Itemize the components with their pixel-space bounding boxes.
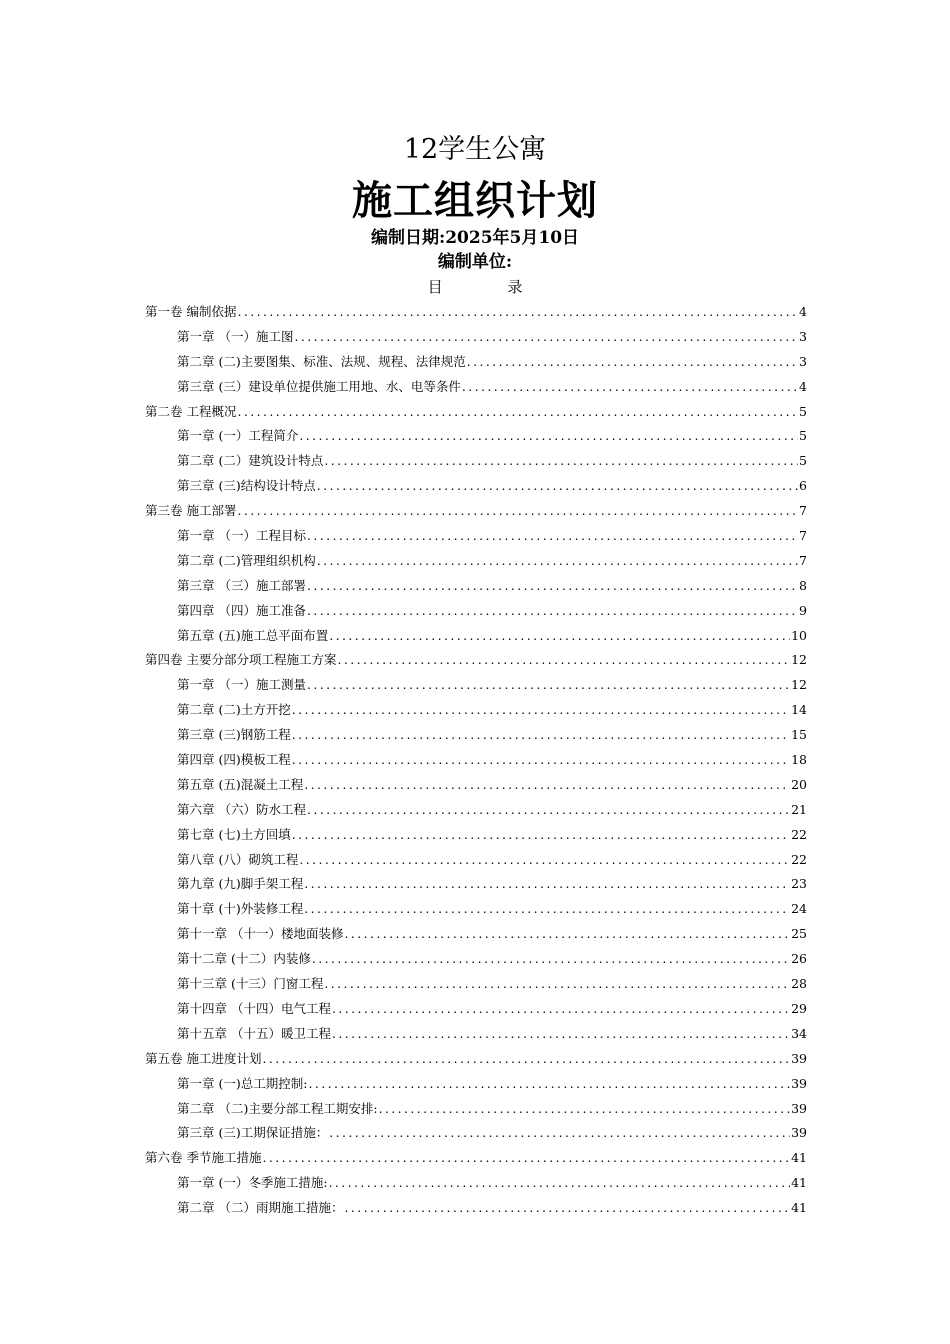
toc-page-number: 41 [791,1150,807,1166]
toc-volume-entry[interactable] [145,1146,807,1171]
toc-entry-label: 第三章 (三）建设单位提供施工用地、水、电等条件 [177,378,461,394]
toc-page-number: 14 [791,702,807,718]
toc-dot-leader [324,972,790,997]
toc-chapter-entry[interactable] [145,474,807,499]
toc-dot-leader [307,574,798,599]
toc-dot-leader [462,375,798,400]
toc-chapter-entry[interactable] [145,798,807,823]
toc-entry-label: 第二章 (二）建筑设计特点 [177,453,324,469]
toc-page-number: 8 [799,577,807,593]
toc-entry-label: 第四章 (四)模板工程 [177,752,291,768]
toc-dot-leader [467,350,798,375]
toc-page-number: 39 [791,1075,807,1091]
toc-entry-label: 第一章 (一）冬季施工措施: [177,1175,328,1191]
toc-chapter-entry[interactable] [145,1196,807,1221]
toc-dot-leader [292,723,790,748]
toc-volume-entry[interactable] [145,1047,807,1072]
toc-chapter-entry[interactable] [145,375,807,400]
toc-page-number: 28 [791,976,807,992]
toc-entry-label: 第六卷 季节施工措施 [145,1150,262,1166]
toc-chapter-entry[interactable] [145,673,807,698]
toc-heading: 目 录 [427,278,553,296]
toc-dot-leader [329,1171,791,1196]
toc-page-number: 4 [799,378,807,394]
toc-page-number: 12 [791,677,807,693]
toc-dot-leader [304,773,790,798]
toc-chapter-entry[interactable] [145,424,807,449]
document-subtitle: 12学生公寓 [403,134,547,165]
toc-entry-label: 第十五章 （十五）暖卫工程 [177,1025,331,1041]
toc-chapter-entry[interactable] [145,1072,807,1097]
toc-entry-label: 第三卷 施工部署 [145,503,237,519]
toc-chapter-entry[interactable] [145,872,807,897]
document-title: 施工组织计划 [352,177,598,224]
toc-dot-leader [307,524,798,549]
toc-chapter-entry[interactable] [145,1171,807,1196]
toc-dot-leader [337,648,790,673]
toc-chapter-entry[interactable] [145,1121,807,1146]
toc-chapter-entry[interactable] [145,823,807,848]
toc-dot-leader [304,872,790,897]
toc-dot-leader [312,947,790,972]
toc-chapter-entry[interactable] [145,848,807,873]
toc-dot-leader [262,1047,790,1072]
toc-dot-leader [304,897,790,922]
toc-chapter-entry[interactable] [145,599,807,624]
toc-chapter-entry[interactable] [145,549,807,574]
toc-entry-label: 第一章 (一）工程简介 [177,428,299,444]
toc-entry-label: 第十二章 (十二）内装修 [177,951,311,967]
toc-entry-label: 第一章 (一)总工期控制: [177,1075,308,1091]
toc-page-number: 20 [791,776,807,792]
toc-dot-leader [299,424,798,449]
toc-page-number: 15 [791,727,807,743]
toc-entry-label: 第五卷 施工进度计划 [145,1050,262,1066]
toc-page-number: 7 [799,552,807,568]
toc-chapter-entry[interactable] [145,972,807,997]
toc-dot-leader [307,798,790,823]
toc-dot-leader [307,599,798,624]
toc-chapter-entry[interactable] [145,947,807,972]
toc-page-number: 4 [799,304,807,319]
toc-volume-entry[interactable] [145,648,807,673]
toc-dot-leader [332,997,790,1022]
toc-dot-leader [329,1121,790,1146]
toc-dot-leader [262,1146,790,1171]
toc-chapter-entry[interactable] [145,698,807,723]
toc-page-number: 39 [791,1050,807,1066]
toc-entry-label: 第五章 (五)施工总平面布置 [177,627,329,643]
toc-entry-label: 第一章 （一）施工测量 [177,677,306,693]
toc-page-number: 7 [799,503,807,519]
toc-chapter-entry[interactable] [145,723,807,748]
toc-chapter-entry[interactable] [145,624,807,649]
toc-page-number: 5 [799,453,807,469]
toc-page-number: 39 [791,1125,807,1141]
toc-page-number: 12 [791,652,807,668]
toc-page-number: 23 [791,876,807,892]
toc-entry-label: 第二章 （二)主要分部工程工期安排: [177,1100,378,1116]
toc-entry-label: 第六章 （六）防水工程 [177,801,306,817]
compile-unit: 编制单位: [437,252,513,272]
toc-page-number: 41 [791,1200,807,1216]
toc-entry-label: 第二卷 工程概况 [145,403,237,419]
toc-page-number: 5 [799,428,807,444]
toc-dot-leader [344,922,790,947]
toc-chapter-entry[interactable] [145,997,807,1022]
toc-entry-label: 第八章 (八）砌筑工程 [177,851,299,867]
toc-entry-label: 第三章 (三)工期保证措施： [177,1125,329,1141]
toc-page-number: 3 [799,353,807,369]
toc-dot-leader [308,1072,790,1097]
toc-entry-label: 第七章 (七)土方回填 [177,826,291,842]
toc-page-number: 41 [791,1175,807,1191]
toc-chapter-entry[interactable] [145,524,807,549]
toc-entry-label: 第十三章 (十三）门窗工程 [177,976,324,992]
toc-dot-leader [237,499,798,524]
toc-page-number: 29 [791,1000,807,1016]
toc-chapter-entry[interactable] [145,922,807,947]
toc-dot-leader [299,848,790,873]
toc-entry-label: 第三章 (三)钢筋工程 [177,727,291,743]
toc-chapter-entry[interactable] [145,897,807,922]
toc-page-number: 6 [799,478,807,494]
toc-dot-leader [329,624,790,649]
toc-dot-leader [307,673,790,698]
toc-dot-leader [237,300,798,325]
toc-dot-leader [317,474,798,499]
toc-entry-label: 第五章 (五)混凝土工程 [177,776,304,792]
toc-page-number: 25 [791,926,807,942]
toc-page-number: 34 [791,1025,807,1041]
toc-dot-leader [379,1097,791,1122]
toc-entry-label: 第三章 (三)结构设计特点 [177,478,316,494]
toc-volume-entry[interactable] [145,300,807,325]
toc-dot-leader [332,1022,790,1047]
toc-entry-label: 第二章 (二)主要图集、标准、法规、规程、法律规范 [177,353,466,369]
toc-page-number: 21 [791,801,807,817]
toc-page-number: 5 [799,403,807,419]
toc-entry-label: 第九章 (九)脚手架工程 [177,876,304,892]
toc-page-number: 24 [791,901,807,917]
toc-page-number: 22 [791,851,807,867]
toc-chapter-entry[interactable] [145,1097,807,1122]
toc-chapter-entry[interactable] [145,325,807,350]
table-of-contents [145,300,807,1221]
compile-date: 编制日期:2025年5月10日 [370,228,580,248]
toc-entry-label: 第一章 （一）工程目标 [177,528,306,544]
toc-chapter-entry[interactable] [145,449,807,474]
toc-page-number: 3 [799,328,807,344]
toc-page-number: 10 [791,627,807,643]
toc-dot-leader [292,823,790,848]
toc-dot-leader [324,449,798,474]
toc-entry-label: 第三章 （三）施工部署 [177,577,306,593]
toc-entry-label: 第十四章 （十四）电气工程 [177,1000,331,1016]
toc-entry-label: 第一卷 编制依据 [145,304,237,319]
toc-chapter-entry[interactable] [145,748,807,773]
toc-chapter-entry[interactable] [145,773,807,798]
toc-dot-leader [237,400,798,425]
toc-volume-entry[interactable] [145,400,807,425]
toc-dot-leader [292,698,790,723]
toc-entry-label: 第一章 （一）施工图 [177,328,294,344]
toc-entry-label: 第四卷 主要分部分项工程施工方案 [145,652,337,668]
toc-page-number: 26 [791,951,807,967]
toc-dot-leader [292,748,790,773]
toc-page-number: 22 [791,826,807,842]
toc-page-number: 18 [791,752,807,768]
toc-entry-label: 第二章 (二)土方开挖 [177,702,291,718]
toc-chapter-entry[interactable] [145,574,807,599]
toc-dot-leader [344,1196,790,1221]
toc-entry-label: 第四章 （四）施工准备 [177,602,306,618]
toc-page-number: 7 [799,528,807,544]
toc-dot-leader [294,325,798,350]
toc-entry-label: 第十一章 （十一）楼地面装修 [177,926,344,942]
toc-volume-entry[interactable] [145,499,807,524]
toc-chapter-entry[interactable] [145,1022,807,1047]
toc-page-number: 39 [791,1100,807,1116]
toc-entry-label: 第二章 （二）雨期施工措施： [177,1200,344,1216]
toc-entry-label: 第二章 (二)管理组织机构 [177,552,316,568]
toc-page-number: 9 [799,602,807,618]
toc-chapter-entry[interactable] [145,350,807,375]
toc-entry-label: 第十章 (十)外装修工程 [177,901,304,917]
toc-dot-leader [317,549,798,574]
